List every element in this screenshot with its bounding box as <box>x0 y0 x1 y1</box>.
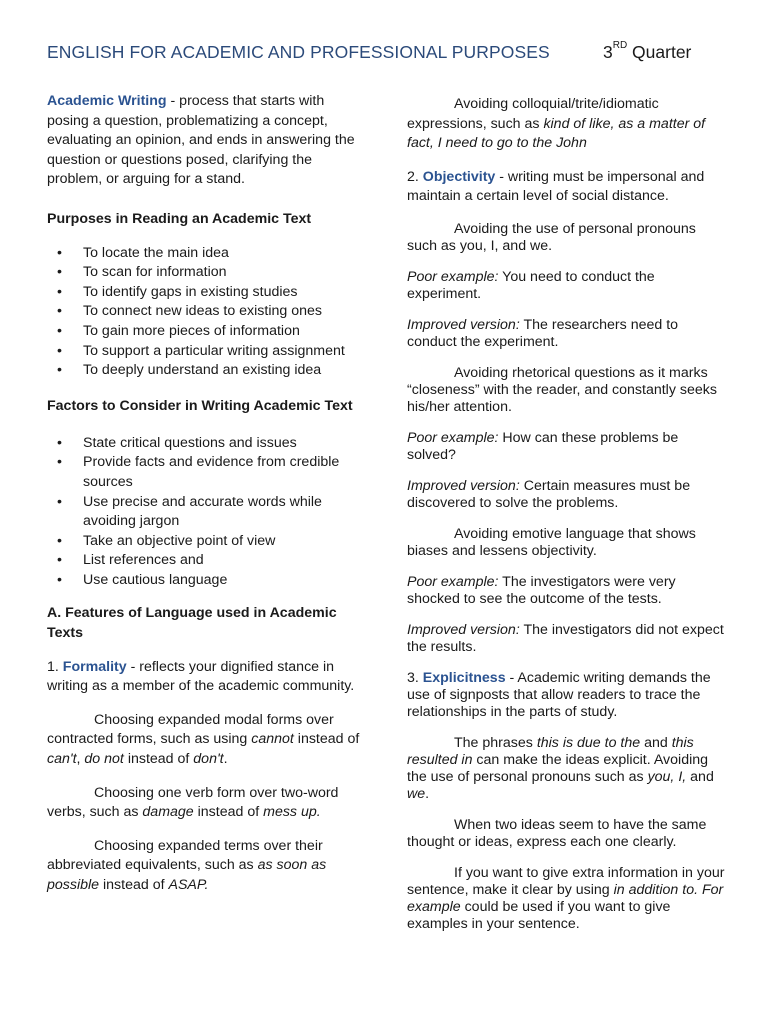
poor-example-2: Poor example: How can these problems be solved? <box>407 429 679 463</box>
list-item: • Use precise and accurate words while avoiding jargon <box>47 493 367 532</box>
list-item: • Take an objective point of view <box>47 532 367 552</box>
colloquial-paragraph: Avoiding colloquial/trite/idiomatic expressions, such as kind of like, as a matter of fact, I need to go to the John <box>407 96 706 151</box>
rhetorical-paragraph: Avoiding rhetorical questions as it marks “closeness” with the reader, and constantly seeks his/her attention. <box>407 364 717 415</box>
list-item: • To support a particular writing assignment <box>47 342 367 362</box>
explicitness-definition: 3. Explicitness - Academic writing demands the use of signposts that allow readers to trace the relationships in the parts of study. <box>407 669 711 720</box>
list-item: • Use cautious language <box>47 571 367 591</box>
pronouns-paragraph: Avoiding the use of personal pronouns such as you, I, and we. <box>407 220 696 254</box>
list-item: • List references and <box>47 551 367 571</box>
emotive-paragraph: Avoiding emotive language that shows biases and lessens objectivity. <box>407 525 696 559</box>
extra-info-paragraph: If you want to give extra information in your sentence, make it clear by using in addition to. For example could be used if you want to give examples in your sentence. <box>407 864 725 932</box>
list-item: • To connect new ideas to existing ones <box>47 302 367 322</box>
factors-heading: Factors to Consider in Writing Academic Text <box>47 397 353 414</box>
page-header <box>47 40 727 66</box>
modal-forms-paragraph: Choosing expanded modal forms over contracted forms, such as using cannot instead of can't, do not instead of don't. <box>47 711 360 768</box>
list-item: • To gain more pieces of information <box>47 322 367 342</box>
improved-version-1: Improved version: The researchers need to conduct the experiment. <box>407 316 679 350</box>
list-item: • To locate the main idea <box>47 244 367 264</box>
formality-definition: 1. Formality - reflects your dignified stance in writing as a member of the academic community. <box>47 658 355 695</box>
objectivity-definition: 2. Objectivity - writing must be impersonal and maintain a certain level of social distance. <box>407 168 705 204</box>
expanded-terms-paragraph: Choosing expanded terms over their abbreviated equivalents, such as as soon as possible instead of ASAP. <box>47 837 327 893</box>
poor-example-3: Poor example: The investigators were very shocked to see the outcome of the tests. <box>407 573 676 607</box>
purposes-heading: Purposes in Reading an Academic Text <box>47 210 312 227</box>
purposes-list <box>47 244 367 381</box>
document-title: ENGLISH FOR ACADEMIC AND PROFESSIONAL PURPOSES <box>47 42 550 62</box>
list-item: • To identify gaps in existing studies <box>47 283 367 303</box>
poor-example-1: Poor example: You need to conduct the experiment. <box>407 268 655 302</box>
factors-list <box>47 434 367 591</box>
features-heading: A. Features of Language used in Academic Texts <box>47 605 337 642</box>
verb-form-paragraph: Choosing one verb form over two-word verbs, such as damage instead of mess up. <box>47 784 339 821</box>
list-item: • Provide facts and evidence from credible sources <box>47 453 367 492</box>
right-column <box>407 95 725 933</box>
two-ideas-paragraph: When two ideas seem to have the same thought or ideas, express each one clearly. <box>407 816 707 850</box>
improved-version-2: Improved version: Certain measures must be discovered to solve the problems. <box>407 477 691 511</box>
list-item: • To deeply understand an existing idea <box>47 361 367 381</box>
academic-writing-definition: Academic Writing - process that starts with posing a question, problematizing a concept, evaluating an opinion, and ends in answering the question or questions posed, clarifying the problem, or arguing for a stand. <box>47 93 355 188</box>
quarter-label: 3RD Quarter <box>603 40 692 62</box>
list-item: • To scan for information <box>47 263 367 283</box>
left-column <box>47 92 367 896</box>
list-item: • State critical questions and issues <box>47 434 367 454</box>
phrases-paragraph: The phrases this is due to the and this resulted in can make the ideas explicit. Avoiding the use of personal pronouns such as you, I, and we. <box>407 734 714 802</box>
improved-version-3: Improved version: The investigators did not expect the results. <box>407 621 724 655</box>
